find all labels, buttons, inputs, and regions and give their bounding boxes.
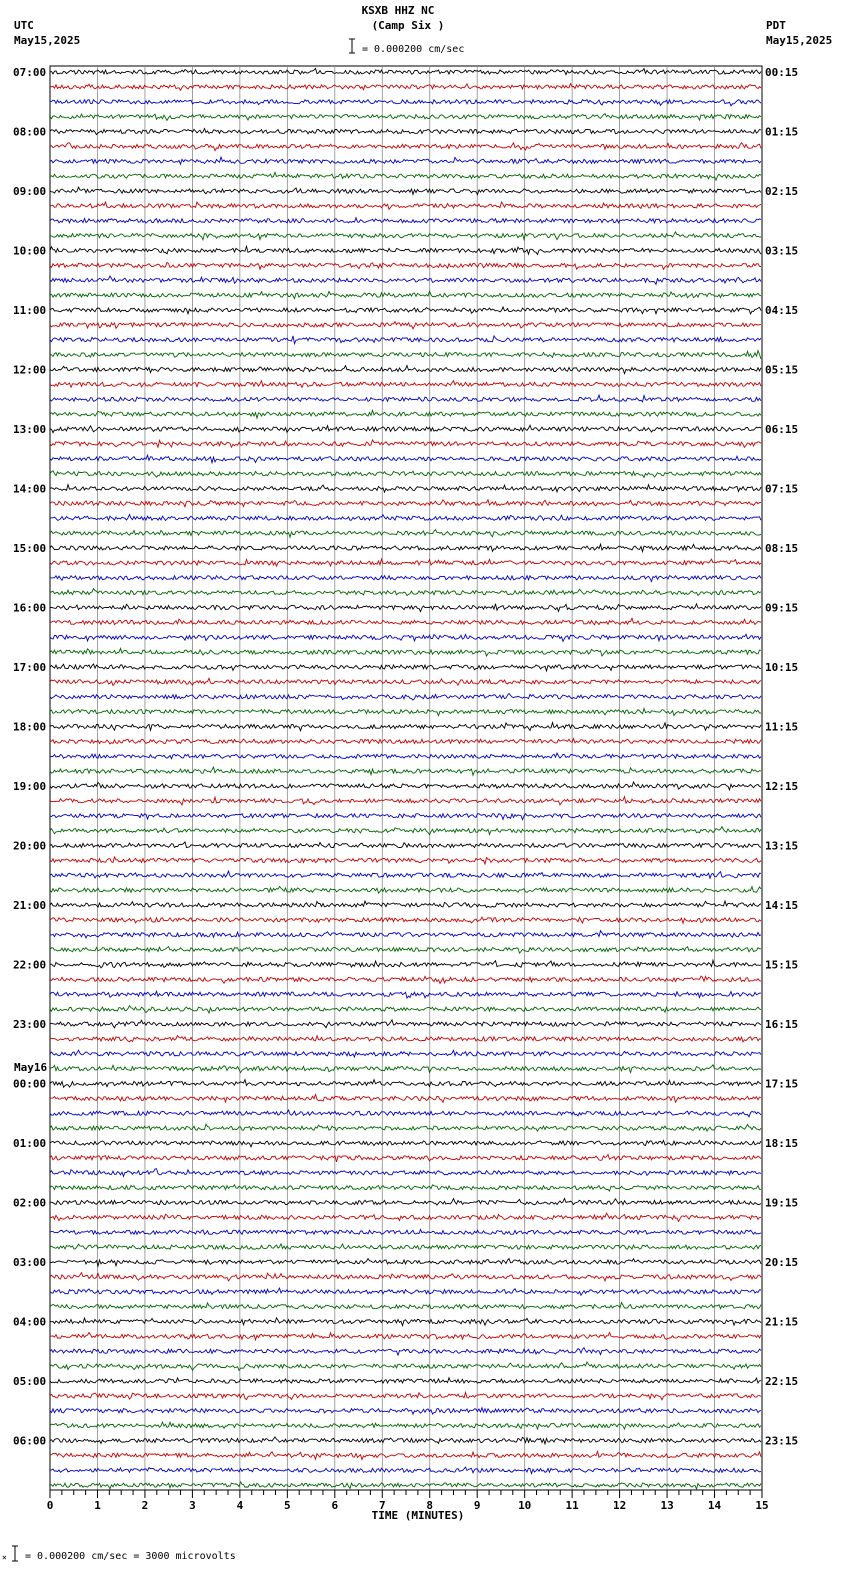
left-date: May15,2025 [14,34,81,47]
left-timezone: UTC [14,19,34,32]
x-tick-label: 7 [378,1499,386,1512]
trace-line [50,395,761,402]
trace-line [50,100,761,106]
scale-label: = 0.000200 cm/sec [362,44,465,55]
trace-line [50,440,761,447]
trace-line [50,576,761,582]
pdt-hour-label: 09:15 [765,601,799,615]
trace-line [50,901,761,908]
x-tick-label: 1 [94,1499,101,1512]
seismic-traces [50,68,761,1489]
trace-line [50,263,761,270]
pdt-hour-label: 04:15 [765,304,799,317]
trace-line [50,1348,761,1355]
utc-hour-label: 18:00 [13,720,47,734]
trace-line [50,947,761,954]
trace-line [50,1422,761,1429]
utc-hour-label: 22:00 [13,958,47,972]
scale-bar-icon [349,39,355,53]
trace-line [50,693,761,700]
trace-line [50,485,761,493]
utc-hour-label: 09:00 [13,185,47,198]
trace-line [50,84,761,91]
utc-hour-labels [13,66,46,1448]
trace-line [50,991,761,998]
pdt-hour-label: 15:15 [765,958,799,972]
trace-line [50,1169,761,1177]
trace-line [50,276,761,284]
trace-line [50,1482,761,1489]
trace-line [50,1303,761,1309]
trace-line [50,1050,761,1057]
trace-line [50,1124,761,1131]
trace-line [50,634,761,641]
trace-line [50,232,761,240]
trace-line [50,336,761,344]
x-tick-label: 6 [331,1499,339,1512]
trace-line [50,157,761,164]
right-date: May15,2025 [766,34,833,47]
trace-line [50,246,761,254]
trace-line [50,1065,761,1073]
pdt-hour-label: 01:15 [765,125,799,139]
trace-line [50,1259,761,1266]
utc-hour-label: 00:00 [13,1077,47,1091]
trace-line [50,709,761,716]
trace-line [50,1155,761,1162]
trace-line [50,307,761,314]
trace-line [50,1273,761,1281]
footer-marker: × [2,1553,7,1562]
utc-hour-label: 14:00 [13,482,47,496]
trace-line [50,410,761,418]
utc-hour-label: 03:00 [13,1256,47,1269]
utc-hour-label: 10:00 [13,244,47,258]
utc-hour-label: 05:00 [13,1375,47,1388]
trace-line [50,960,761,968]
utc-hour-label: 04:00 [13,1315,47,1329]
trace-line [50,291,761,298]
date-change-label: May16 [14,1061,48,1074]
trace-line [50,471,761,478]
x-tick-label: 0 [46,1499,54,1512]
utc-hour-label: 13:00 [13,423,47,436]
pdt-hour-label: 18:15 [765,1137,799,1150]
trace-line [50,648,761,656]
pdt-hour-label: 13:15 [765,839,799,853]
site-title: (Camp Six ) [371,19,445,32]
trace-line [50,1467,761,1474]
footer-scale-note: = 0.000200 cm/sec = 3000 microvolts [25,1551,236,1562]
trace-line [50,827,761,835]
trace-line [50,1288,761,1295]
trace-line [50,1437,761,1444]
trace-line [50,530,761,538]
trace-line [50,1244,761,1249]
pdt-hour-label: 16:15 [765,1018,799,1031]
trace-line [50,366,761,374]
utc-hour-label: 16:00 [13,601,47,615]
x-tick-label: 2 [141,1499,149,1512]
trace-line [50,931,761,938]
trace-line [50,114,761,121]
right-timezone: PDT [766,19,786,32]
trace-line [50,814,761,820]
pdt-hour-labels [765,66,798,1448]
trace-line [50,767,761,775]
trace-line [50,976,761,983]
x-tick-label: 15 [755,1499,769,1512]
trace-line [50,1110,761,1117]
trace-line [50,143,761,151]
trace-line [50,664,761,671]
trace-line [50,1020,761,1028]
trace-line [50,68,761,74]
utc-hour-label: 23:00 [13,1018,47,1031]
utc-hour-label: 08:00 [13,125,47,139]
pdt-hour-label: 20:15 [765,1256,799,1269]
x-tick-label: 4 [236,1499,244,1512]
trace-line [50,1333,761,1340]
trace-line [50,797,761,805]
trace-line [50,1036,761,1042]
trace-line [50,618,761,625]
pdt-hour-label: 12:15 [765,780,799,793]
x-tick-label: 14 [707,1499,722,1512]
x-tick-label: 10 [518,1499,532,1512]
utc-hour-label: 21:00 [13,899,47,912]
trace-line [50,753,761,759]
trace-line [50,172,761,180]
pdt-hour-label: 08:15 [765,542,799,555]
pdt-hour-label: 05:15 [765,363,799,377]
x-tick-label: 12 [612,1499,627,1512]
trace-line [50,1095,761,1103]
trace-line [50,129,761,135]
trace-line [50,425,761,432]
trace-line [50,1318,761,1326]
pdt-hour-label: 22:15 [765,1375,799,1388]
utc-hour-label: 12:00 [13,363,47,377]
trace-line [50,1140,761,1147]
trace-line [50,322,761,329]
pdt-hour-label: 10:15 [765,661,799,674]
utc-hour-label: 07:00 [13,66,47,79]
pdt-hour-label: 14:15 [765,899,799,912]
pdt-hour-label: 11:15 [765,720,799,734]
trace-line [50,559,761,566]
utc-hour-label: 02:00 [13,1196,47,1210]
pdt-hour-label: 02:15 [765,185,799,198]
trace-line [50,218,761,223]
pdt-hour-label: 00:15 [765,66,799,79]
utc-hour-label: 15:00 [13,542,47,555]
trace-line [50,871,761,878]
station-title: KSXB HHZ NC [361,4,435,17]
trace-line [50,723,761,731]
trace-line [50,1198,761,1205]
trace-line [50,187,761,195]
pdt-hour-label: 06:15 [765,423,799,436]
trace-line [50,1362,761,1370]
trace-line [50,1378,761,1383]
utc-hour-label: 20:00 [13,839,47,853]
x-tick-label: 9 [473,1499,481,1512]
trace-line [50,604,761,612]
trace-line [50,202,761,209]
x-tick-label: 13 [660,1499,674,1512]
trace-line [50,515,761,521]
trace-line [50,917,761,923]
trace-line [50,1229,761,1234]
footer-scale-bar-icon [12,1546,18,1561]
trace-line [50,782,761,790]
pdt-hour-label: 23:15 [765,1434,799,1448]
pdt-hour-label: 07:15 [765,482,799,496]
trace-line [50,678,761,685]
trace-line [50,1408,761,1414]
trace-line [50,455,761,463]
trace-line [50,544,761,551]
trace-line [50,1080,761,1088]
x-tick-label: 8 [426,1499,434,1512]
x-tick-label: 5 [283,1499,291,1512]
pdt-hour-label: 19:15 [765,1196,799,1210]
trace-line [50,1006,761,1013]
pdt-hour-label: 21:15 [765,1315,799,1329]
utc-hour-label: 01:00 [13,1137,47,1150]
pdt-hour-label: 17:15 [765,1077,799,1091]
utc-hour-label: 06:00 [13,1434,47,1448]
x-axis-label: TIME (MINUTES) [371,1509,465,1522]
trace-line [50,887,761,894]
x-tick-label: 11 [565,1499,579,1512]
trace-line [50,842,761,848]
trace-line [50,1451,761,1459]
x-tick-label: 3 [189,1499,196,1512]
trace-line [50,1213,761,1221]
utc-hour-label: 11:00 [13,304,47,317]
trace-line [50,381,761,388]
utc-hour-label: 19:00 [13,780,47,793]
pdt-hour-label: 03:15 [765,244,799,258]
trace-line [50,857,761,864]
trace-line [50,351,761,359]
trace-line [50,1185,761,1191]
trace-line [50,500,761,507]
utc-hour-label: 17:00 [13,661,47,674]
trace-line [50,739,761,744]
trace-line [50,589,761,596]
trace-line [50,1392,761,1399]
